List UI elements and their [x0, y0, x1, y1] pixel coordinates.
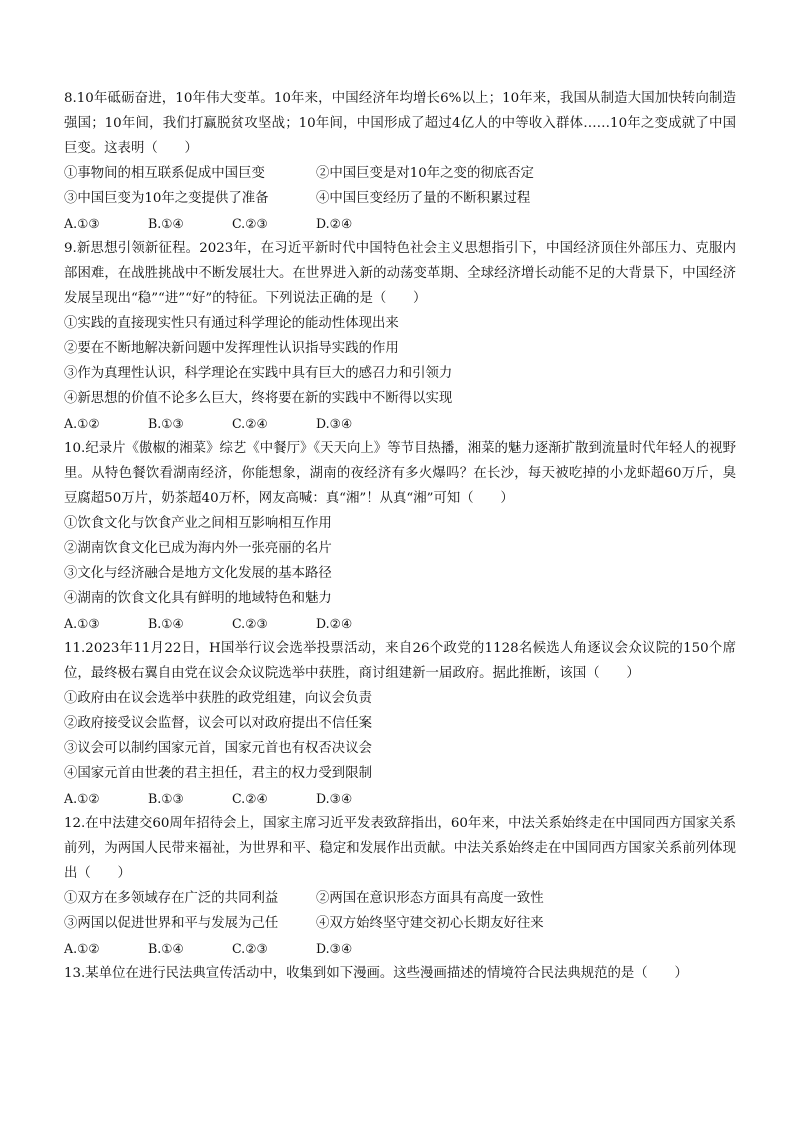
question-11	[64, 636, 736, 811]
option-3: ③作为真理性认识，科学理论在实践中具有巨大的感召力和引领力	[64, 366, 453, 381]
option-1: ①饮食文化与饮食产业之间相互影响相互作用	[64, 516, 332, 531]
question-stem: 12.在中法建交60周年招待会上，国家主席习近平发表致辞指出，60年来，中法关系始终走在中国同西方国家关系前列，为两国人民带来福祉，为世界和平、稳定和发展作出贡献。中法关系始终走在中国同西方国家关系前列体现出（ ）	[64, 816, 736, 881]
answer-choices	[64, 786, 736, 811]
question-stem: 13.某单位在进行民法典宣传活动中，收集到如下漫画。这些漫画描述的情境符合民法典规范的是（ ）	[64, 966, 688, 981]
option-4: ④中国巨变经历了量的不断积累过程	[316, 191, 531, 206]
choice-c: C.②④	[232, 416, 268, 431]
option-3: ③两国以促进世界和平与发展为己任	[64, 916, 279, 931]
answer-choices	[64, 411, 736, 436]
option-2: ②湖南饮食文化已成为海内外一张亮丽的名片	[64, 541, 332, 556]
question-stem: 10.纪录片《傲椒的湘菜》综艺《中餐厅》《天天向上》等节目热播，湘菜的魅力逐渐扩散到流量时代年轻人的视野里。从特色餐饮看湖南经济，你能想象，湖南的夜经济有多火爆吗？在长沙，每天被吃掉的小龙虾超60万斤，臭豆腐超50万片，奶茶超40万杯，网友高喊：真“湘”！从真“湘”可知（ ）	[64, 441, 736, 506]
choice-b: B.①④	[148, 941, 184, 956]
question-12	[64, 811, 736, 961]
choice-c: C.②④	[232, 791, 268, 806]
question-stem: 9.新思想引领新征程。2023年，在习近平新时代中国特色社会主义思想指引下，中国经济顶住外部压力、克服内部困难，在战胜挑战中不断发展壮大。在世界进入新的动荡变革期、全球经济增长动能不足的大背景下，中国经济发展呈现出“稳”“进”“好”的特征。下列说法正确的是（ ）	[64, 241, 736, 306]
question-10	[64, 436, 736, 636]
choice-a: A.①②	[64, 791, 100, 806]
choice-d: D.②④	[316, 216, 353, 231]
option-3: ③中国巨变为10年之变提供了准备	[64, 191, 269, 206]
choice-a: A.①③	[64, 216, 100, 231]
option-4: ④湖南的饮食文化具有鲜明的地域特色和魅力	[64, 591, 332, 606]
option-2: ②中国巨变是对10年之变的彻底否定	[316, 166, 534, 181]
option-2: ②两国在意识形态方面具有高度一致性	[316, 891, 544, 906]
answer-choices	[64, 936, 736, 961]
choice-c: C.②③	[232, 616, 268, 631]
choice-d: D.②④	[316, 616, 353, 631]
question-13	[64, 961, 736, 986]
exam-page	[64, 86, 736, 986]
choice-d: D.③④	[316, 941, 353, 956]
choice-b: B.①③	[148, 791, 184, 806]
question-9	[64, 236, 736, 436]
option-3: ③议会可以制约国家元首，国家元首也有权否决议会	[64, 741, 372, 756]
choice-d: D.③④	[316, 416, 353, 431]
choice-a: A.①③	[64, 616, 100, 631]
choice-a: A.①②	[64, 941, 100, 956]
option-1: ①政府由在议会选举中获胜的政党组建，向议会负责	[64, 691, 372, 706]
choice-d: D.③④	[316, 791, 353, 806]
option-row	[64, 186, 736, 211]
choice-b: B.①④	[148, 616, 184, 631]
choice-b: B.①④	[148, 216, 184, 231]
option-row	[64, 161, 736, 186]
option-row	[64, 911, 736, 936]
answer-choices	[64, 211, 736, 236]
option-1: ①事物间的相互联系促成中国巨变	[64, 166, 265, 181]
option-4: ④新思想的价值不论多么巨大，终将要在新的实践中不断得以实现	[64, 391, 453, 406]
option-4: ④国家元首由世袭的君主担任，君主的权力受到限制	[64, 766, 372, 781]
choice-b: B.①③	[148, 416, 184, 431]
question-8	[64, 86, 736, 236]
answer-choices	[64, 611, 736, 636]
choice-a: A.①②	[64, 416, 100, 431]
option-4: ④双方始终坚守建交初心长期友好往来	[316, 916, 544, 931]
option-1: ①实践的直接现实性只有通过科学理论的能动性体现出来	[64, 316, 399, 331]
question-stem: 11.2023年11月22日，H国举行议会选举投票活动，来自26个政党的1128名候选人角逐议会众议院的150个席位，最终极右翼自由党在议会众议院选举中获胜，商讨组建新一届政府。据此推断，该国（ ）	[64, 641, 736, 681]
option-3: ③文化与经济融合是地方文化发展的基本路径	[64, 566, 332, 581]
question-stem: 8.10年砥砺奋进，10年伟大变革。10年来，中国经济年均增长6%以上；10年来，我国从制造大国加快转向制造强国；10年间，我们打赢脱贫攻坚战；10年间，中国形成了超过4亿人的中等收入群体……10年之变成就了中国巨变。这表明（ ）	[64, 91, 736, 156]
option-1: ①双方在多领域存在广泛的共同利益	[64, 891, 279, 906]
option-2: ②政府接受议会监督，议会可以对政府提出不信任案	[64, 716, 372, 731]
option-row	[64, 886, 736, 911]
choice-c: C.②③	[232, 216, 268, 231]
option-2: ②要在不断地解决新问题中发挥理性认识指导实践的作用	[64, 341, 399, 356]
choice-c: C.②③	[232, 941, 268, 956]
